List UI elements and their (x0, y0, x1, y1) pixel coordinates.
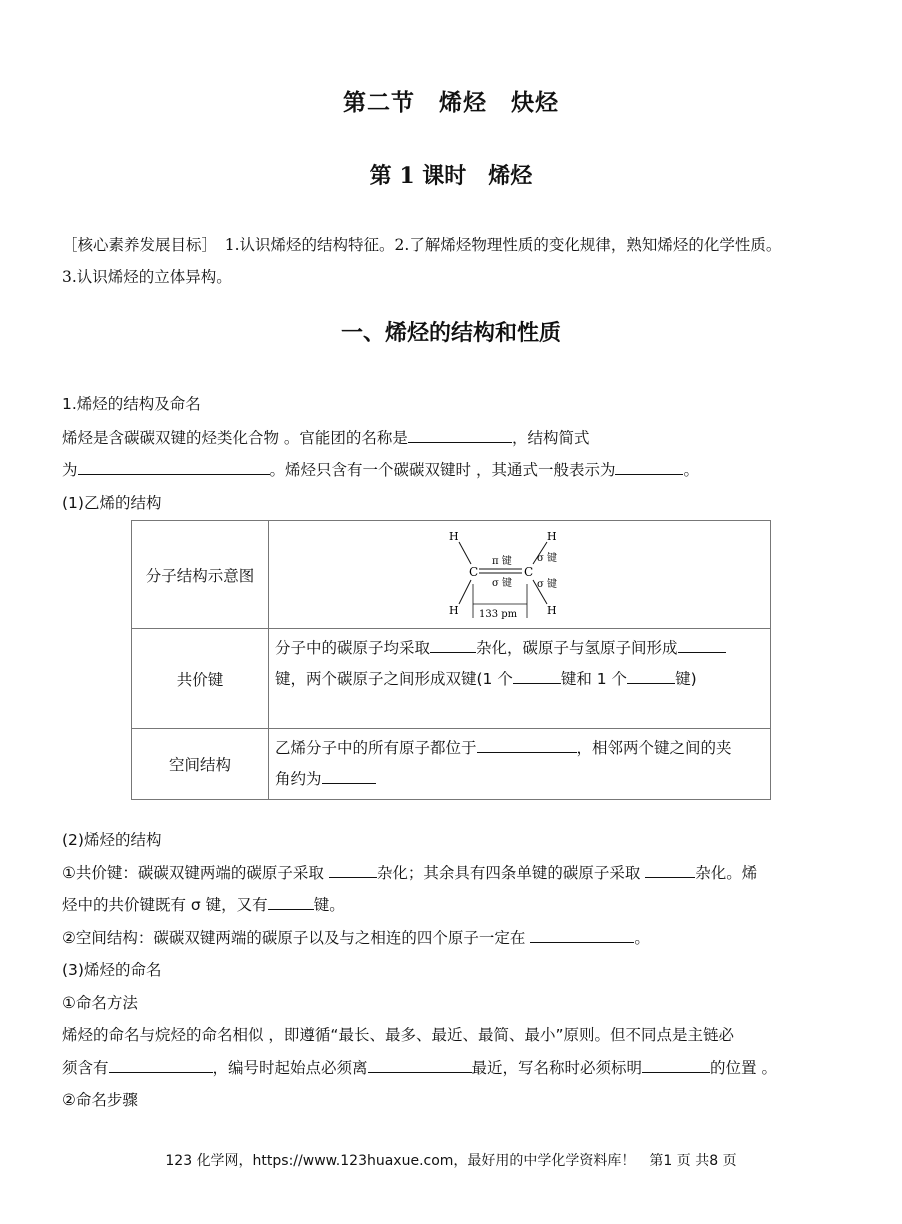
text: 键，两个碳原子之间形成双键(1 个 (275, 670, 513, 688)
goals-line-2: 3.认识烯烃的立体异构。 (62, 268, 232, 286)
atom-h-top-right: H (546, 529, 557, 543)
text: 烃中的共价键既有 σ 键，又有 (62, 896, 268, 914)
goals-line-1: ［核心素养发展目标］ 1.认识烯烃的结构特征。2.了解烯烃物理性质的变化规律，熟知烯烃的化学性质。 (62, 236, 782, 254)
part2-heading: (2)烯烃的结构 (62, 831, 162, 849)
part1-heading: 1.烯烃的结构及命名 (62, 395, 201, 413)
blank (109, 1056, 213, 1073)
text: ②空间结构：碳碳双键两端的碳原子以及与之相连的四个原子一定在 (62, 929, 531, 947)
row-label: 分子结构示意图 (132, 521, 269, 629)
text: 杂化。烯 (695, 864, 758, 882)
text: 。烯烃只含有一个碳碳双键时 ，其通式一般表示为 (269, 461, 616, 479)
row-label: 空间结构 (132, 729, 269, 800)
part1-line-2 (62, 458, 699, 480)
text: 杂化；其余具有四条单键的碳原子采取 (376, 864, 646, 882)
blank (513, 667, 561, 684)
text: 杂化，碳原子与氢原子间形成 (476, 639, 678, 657)
part2-line-2 (62, 893, 345, 915)
bond-line (459, 542, 471, 564)
atom-c-left: C (468, 564, 478, 579)
naming-steps-heading: ②命名步骤 (62, 1091, 138, 1109)
part3-line-2 (62, 1056, 777, 1078)
text: 。 (634, 929, 650, 947)
blank-formula (615, 458, 683, 475)
ethylene-structure-diagram (445, 526, 595, 624)
part2-line-3 (62, 926, 650, 948)
bond-line (459, 580, 471, 604)
part2-line-1 (62, 861, 757, 883)
text: 角约为 (275, 770, 322, 788)
row-content (269, 629, 771, 729)
blank (329, 861, 377, 878)
blank (322, 767, 376, 784)
blank (678, 636, 726, 653)
blank-functional-group (408, 426, 512, 443)
section-title: 一、烯烃的结构和性质 (340, 320, 561, 346)
text: 最近，写名称时必须标明 (471, 1059, 643, 1077)
blank (530, 926, 634, 943)
text: ，结构简式 (511, 429, 590, 447)
text: 键。 (313, 896, 345, 914)
row-label: 共价键 (132, 629, 269, 729)
text: 须含有 (62, 1059, 109, 1077)
lesson-subtitle: 第 1 课时 烯烃 (369, 163, 533, 189)
sigma-bond-label: σ 键 (536, 578, 557, 590)
blank (627, 667, 675, 684)
text: ，编号时起始点必须离 (212, 1059, 368, 1077)
page-footer: 123 化学网，https://www.123huaxue.com，最好用的中学化学资料库！ 第1 页 共8 页 (165, 1153, 737, 1169)
structure-diagram-cell (269, 521, 771, 629)
page-title: 第二节 烯烃 炔烃 (343, 89, 559, 116)
text: ，相邻两个键之间的夹 (576, 739, 732, 757)
blank-structure (78, 458, 270, 475)
atom-c-right: C (523, 564, 533, 579)
table-row (132, 629, 771, 729)
atom-h-bottom-left: H (448, 603, 459, 617)
ethylene-structure-table (131, 520, 771, 800)
part1-line-1 (62, 426, 589, 448)
text: 的位置 。 (710, 1059, 777, 1077)
text: 分子中的碳原子均采取 (275, 639, 431, 657)
text: 键) (675, 670, 697, 688)
blank (268, 893, 314, 910)
blank (477, 736, 577, 753)
text: 。 (683, 461, 699, 479)
text: 键和 1 个 (560, 670, 628, 688)
pi-bond-label: π 键 (491, 555, 512, 567)
text: 为 (62, 461, 78, 479)
text: ①共价键：碳碳双键两端的碳原子采取 (62, 864, 329, 882)
bond-length-label: 133 pm (478, 608, 517, 620)
part3-line-1: 烯烃的命名与烷烃的命名相似 ，即遵循“最长、最多、最近、最简、最小”原则。但不同点是主链必 (62, 1026, 734, 1044)
blank (430, 636, 476, 653)
blank (642, 1056, 710, 1073)
sigma-bond-label: σ 键 (536, 552, 557, 564)
atom-h-bottom-right: H (546, 603, 557, 617)
table-row (132, 521, 771, 629)
blank (645, 861, 695, 878)
text: 烯烃是含碳碳双键的烃类化合物 。官能团的名称是 (62, 429, 408, 447)
part1-sub-heading: (1)乙烯的结构 (62, 494, 162, 512)
row-content (269, 729, 771, 800)
sigma-bond-label: σ 键 (491, 577, 512, 589)
naming-method-heading: ①命名方法 (62, 994, 138, 1012)
table-row (132, 729, 771, 800)
part3-heading: (3)烯烃的命名 (62, 961, 162, 979)
text: 乙烯分子中的所有原子都位于 (275, 739, 477, 757)
blank (368, 1056, 472, 1073)
atom-h-top-left: H (448, 529, 459, 543)
